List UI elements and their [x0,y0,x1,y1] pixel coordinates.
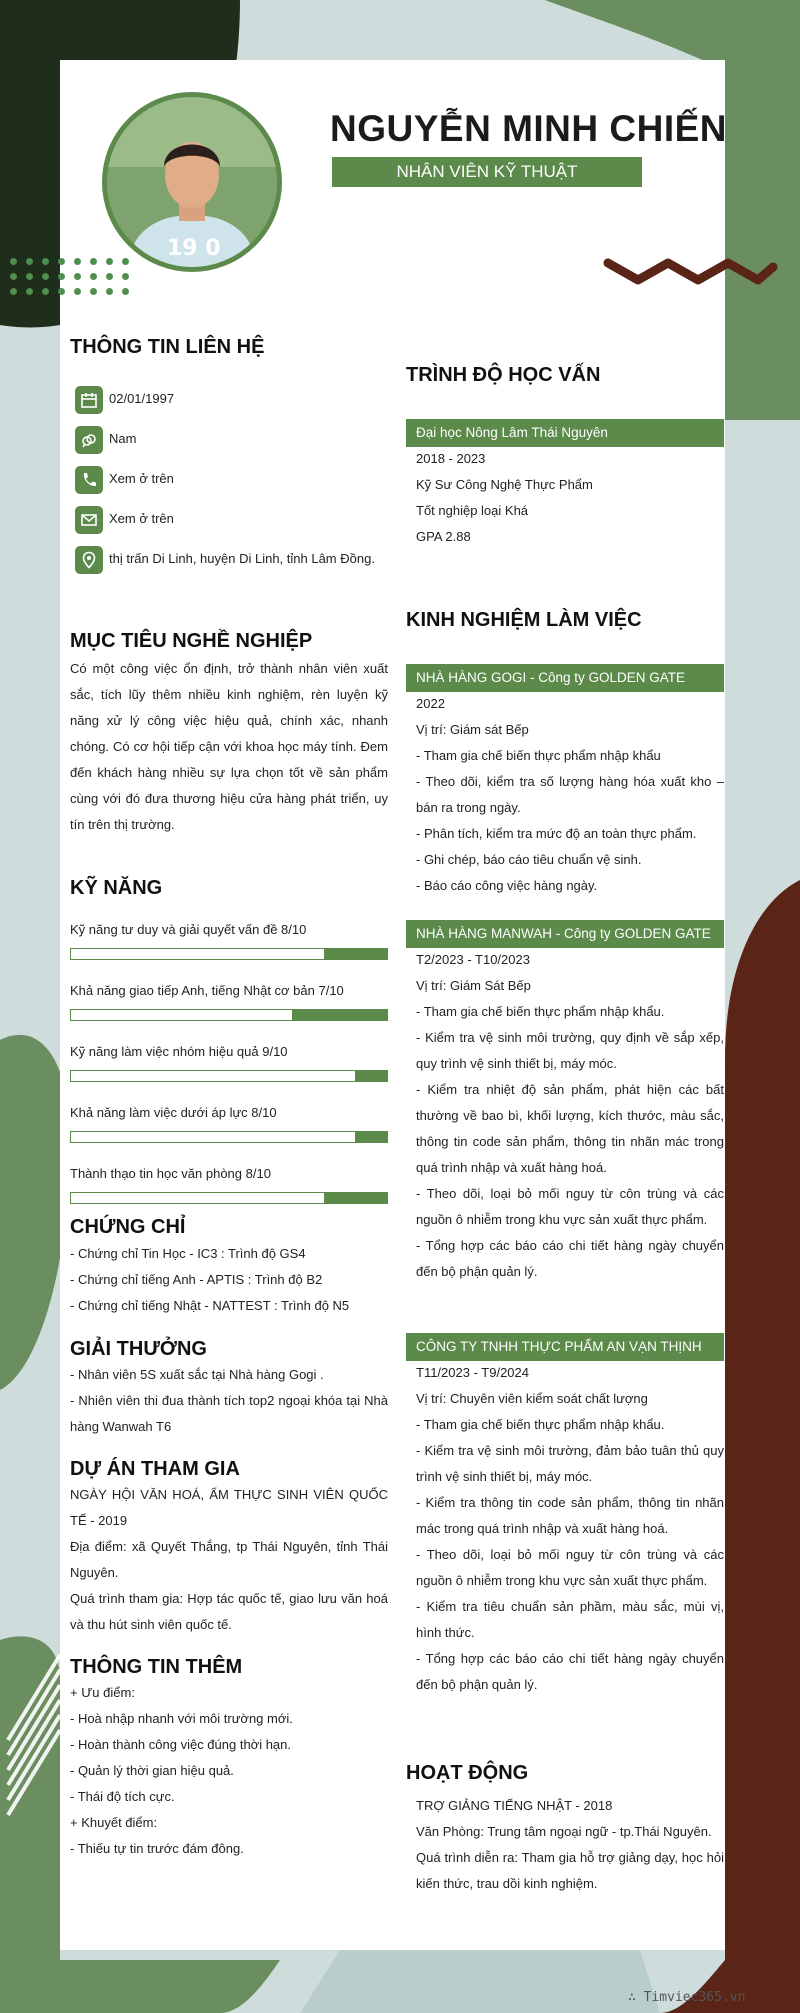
activities-list [416,1793,724,1897]
svg-text:19 0: 19 0 [167,236,221,261]
job-company-banner: CÔNG TY TNHH THỰC PHẨM AN VẠN THỊNH [406,1333,724,1361]
education-item: Tốt nghiệp loại Khá [416,503,529,518]
job-line: - Kiểm tra thông tin code sản phẩm, thông tin nhãn mác trong quá trình nhập và xuất hàng hoá. [416,1495,724,1536]
job-line: - Theo dõi, loại bỏ mối nguy từ côn trùng và các nguồn ô nhiễm trong khu vực sản xuất thực phẩm. [416,1186,724,1227]
skill-bar-fill [292,1010,387,1020]
contact-gender [75,426,136,454]
candidate-name: NGUYỄN MINH CHIẾN [330,108,728,149]
profile-photo [102,92,282,272]
contact-birthday [75,386,174,414]
activities-heading: HOẠT ĐỘNG [406,1762,529,1784]
skill-label: Kỹ năng tư duy và giải quyết vấn đề 8/10 [70,922,307,937]
skill-bar [70,1070,388,1082]
job-line: 2022 [416,696,445,711]
more-info-item: - Hoàn thành công việc đúng thời hạn. [70,1737,292,1752]
job-line: - Kiểm tra vệ sinh môi trường, quy định về sắp xếp, quy trình vệ sinh thiết bị, máy móc. [416,1030,724,1071]
job-line: Vị trí: Chuyên viên kiểm soát chất lượng [416,1391,648,1406]
certificate-item: - Chứng chỉ Tin Học - IC3 : Trình độ GS4 [70,1246,306,1261]
projects-heading: DỰ ÁN THAM GIA [70,1458,240,1480]
skill-bar [70,1131,388,1143]
email-icon [75,506,103,534]
certificate-item: - Chứng chỉ tiếng Nhật - NATTEST : Trình độ N5 [70,1298,350,1313]
career-goal-heading: MỤC TIÊU NGHỀ NGHIỆP [70,630,313,652]
education-school-banner: Đại học Nông Lâm Thái Nguyên [406,419,724,447]
project-item: NGÀY HỘI VĂN HOÁ, ẨM THỰC SINH VIÊN QUỐC TẾ - 2019 [70,1487,388,1528]
career-goal-text: Có một công việc ổn định, trở thành nhân viên xuất sắc, tích lũy thêm nhiều kinh nghiệm, rèn luyện kỹ năng xử lý công việc hiệu quả, chính xác, nhanh chóng. Có cơ hội tiếp cận với khoa học máy tính. Đem đến khách hàng nhiều sự lựa chọn tốt về sản phẩm cùng với đó đưa thương hiệu cửa hàng phát triển, uy tín trên thị trường. [70,661,388,832]
awards-heading: GIẢI THƯỞNG [70,1338,207,1360]
projects-list [70,1482,388,1638]
more-info-item: - Thiếu tự tin trước đám đông. [70,1841,244,1856]
job-details [416,1360,724,1698]
gender-text: Nam [109,431,137,446]
certificates-list [70,1241,388,1319]
skill-bar-fill [355,1132,387,1142]
location-pin-icon [75,546,103,574]
skill-label: Khả năng làm việc dưới áp lực 8/10 [70,1105,277,1120]
job-line: - Báo cáo công việc hàng ngày. [416,878,598,893]
certificate-item: - Chứng chỉ tiếng Anh - APTIS : Trình độ B2 [70,1272,323,1287]
job-company-banner: NHÀ HÀNG MANWAH - Công ty GOLDEN GATE [406,920,724,948]
activity-item: TRỢ GIẢNG TIẾNG NHẬT - 2018 [416,1798,613,1813]
phone-text: Xem ở trên [109,471,174,486]
skill-label: Khả năng giao tiếp Anh, tiếng Nhật cơ bản 7/10 [70,983,344,998]
contact-address [75,546,375,574]
calendar-icon [75,386,103,414]
job-line: - Phân tích, kiểm tra mức độ an toàn thực phẩm. [416,826,697,841]
contact-heading: THÔNG TIN LIÊN HỆ [70,336,265,358]
project-item: Quá trình tham gia: Hợp tác quốc tế, giao lưu văn hoá và thu hút sinh viên quốc tế. [70,1591,388,1632]
more-info-item: - Hoà nhập nhanh với môi trường mới. [70,1711,293,1726]
job-title-banner: NHÂN VIÊN KỸ THUẬT [332,157,642,187]
job-line: Vị trí: Giám Sát Bếp [416,978,531,993]
address-text: thị trấn Di Linh, huyện Di Linh, tỉnh Lâm Đồng. [109,551,375,566]
job-line: - Tổng hợp các báo cáo chi tiết hàng ngày chuyển đến bộ phận quản lý. [416,1651,724,1692]
education-heading: TRÌNH ĐỘ HỌC VẤN [406,364,601,386]
more-info-item: + Ưu điểm: [70,1685,135,1700]
skill-label: Thành thạo tin học văn phòng 8/10 [70,1166,271,1181]
education-item: Kỹ Sư Công Nghệ Thực Phẩm [416,477,593,492]
experience-heading: KINH NGHIỆM LÀM VIỆC [406,609,642,631]
award-item: - Nhiên viên thi đua thành tích top2 ngoại khóa tại Nhà hàng Wanwah T6 [70,1393,388,1434]
awards-list [70,1362,388,1440]
project-item: Địa điểm: xã Quyết Thắng, tp Thái Nguyên, tỉnh Thái Nguyên. [70,1539,388,1580]
job-line: - Theo dõi, kiểm tra số lượng hàng hóa xuất kho – bán ra trong ngày. [416,774,724,815]
job-line: - Ghi chép, báo cáo tiêu chuẩn vệ sinh. [416,852,642,867]
skill-bar [70,1192,388,1204]
skills-heading: KỸ NĂNG [70,877,163,899]
job-details [416,947,724,1285]
job-line: - Tham gia chế biến thực phẩm nhập khẩu. [416,1004,665,1019]
skill-bar-fill [324,949,387,959]
skill-bar [70,1009,388,1021]
activity-item: Quá trình diễn ra: Tham gia hỗ trợ giảng dạy, học hỏi kiến thức, trau dồi kinh nghiệm. [416,1850,724,1891]
avatar-illustration [107,97,277,267]
more-info-heading: THÔNG TIN THÊM [70,1656,243,1678]
job-details [416,691,724,899]
skill-bar [70,948,388,960]
activity-item: Văn Phòng: Trung tâm ngoại ngữ - tp.Thái Nguyên. [416,1824,712,1839]
more-info-list [70,1680,388,1862]
skill-label: Kỹ năng làm việc nhóm hiệu quả 9/10 [70,1044,288,1059]
contact-phone [75,466,174,494]
job-company-banner: NHÀ HÀNG GOGI - Công ty GOLDEN GATE [406,664,724,692]
education-item: 2018 - 2023 [416,451,486,466]
education-details [416,446,724,550]
job-line: - Tham gia chế biến thực phẩm nhập khẩu. [416,1417,665,1432]
phone-icon [75,466,103,494]
skill-bar-fill [324,1193,387,1203]
email-text: Xem ở trên [109,511,174,526]
education-item: GPA 2.88 [416,529,471,544]
birthday-text: 02/01/1997 [109,391,175,406]
job-line: - Tham gia chế biến thực phẩm nhập khẩu [416,748,661,763]
contact-email [75,506,174,534]
job-line: - Tổng hợp các báo cáo chi tiết hàng ngày chuyển đến bộ phận quản lý. [416,1238,724,1279]
more-info-item: - Thái độ tích cực. [70,1789,175,1804]
award-item: - Nhân viên 5S xuất sắc tại Nhà hàng Gogi . [70,1367,324,1382]
gender-icon [75,426,103,454]
job-line: - Theo dõi, loại bỏ mối nguy từ côn trùng và các nguồn ô nhiễm trong khu vực sản xuất thực phẩm. [416,1547,724,1588]
job-line: - Kiểm tra vệ sinh môi trường, đảm bảo tuân thủ quy trình vệ sinh thiết bị, máy móc. [416,1443,724,1484]
job-line: T11/2023 - T9/2024 [416,1365,529,1380]
job-line: Vị trí: Giám sát Bếp [416,722,529,737]
more-info-item: - Quản lý thời gian hiệu quả. [70,1763,234,1778]
certificates-heading: CHỨNG CHỈ [70,1216,186,1238]
more-info-item: + Khuyết điểm: [70,1815,158,1830]
skill-bar-fill [355,1071,387,1081]
job-line: - Kiểm tra nhiệt độ sản phẩm, phát hiện các bất thường về bao bì, khối lượng, kích thước, màu sắc, thông tin code sản phẩm, thông tin nhãn mác trong quá trình nhập và xuất hàng hoá. [416,1082,724,1175]
job-line: T2/2023 - T10/2023 [416,952,530,967]
job-line: - Kiểm tra tiêu chuẩn sản phầm, màu sắc, mùi vị, hình thức. [416,1599,724,1640]
zigzag-decoration [603,255,783,295]
watermark-text: ∴ Timviec365.vn [628,1990,746,2005]
